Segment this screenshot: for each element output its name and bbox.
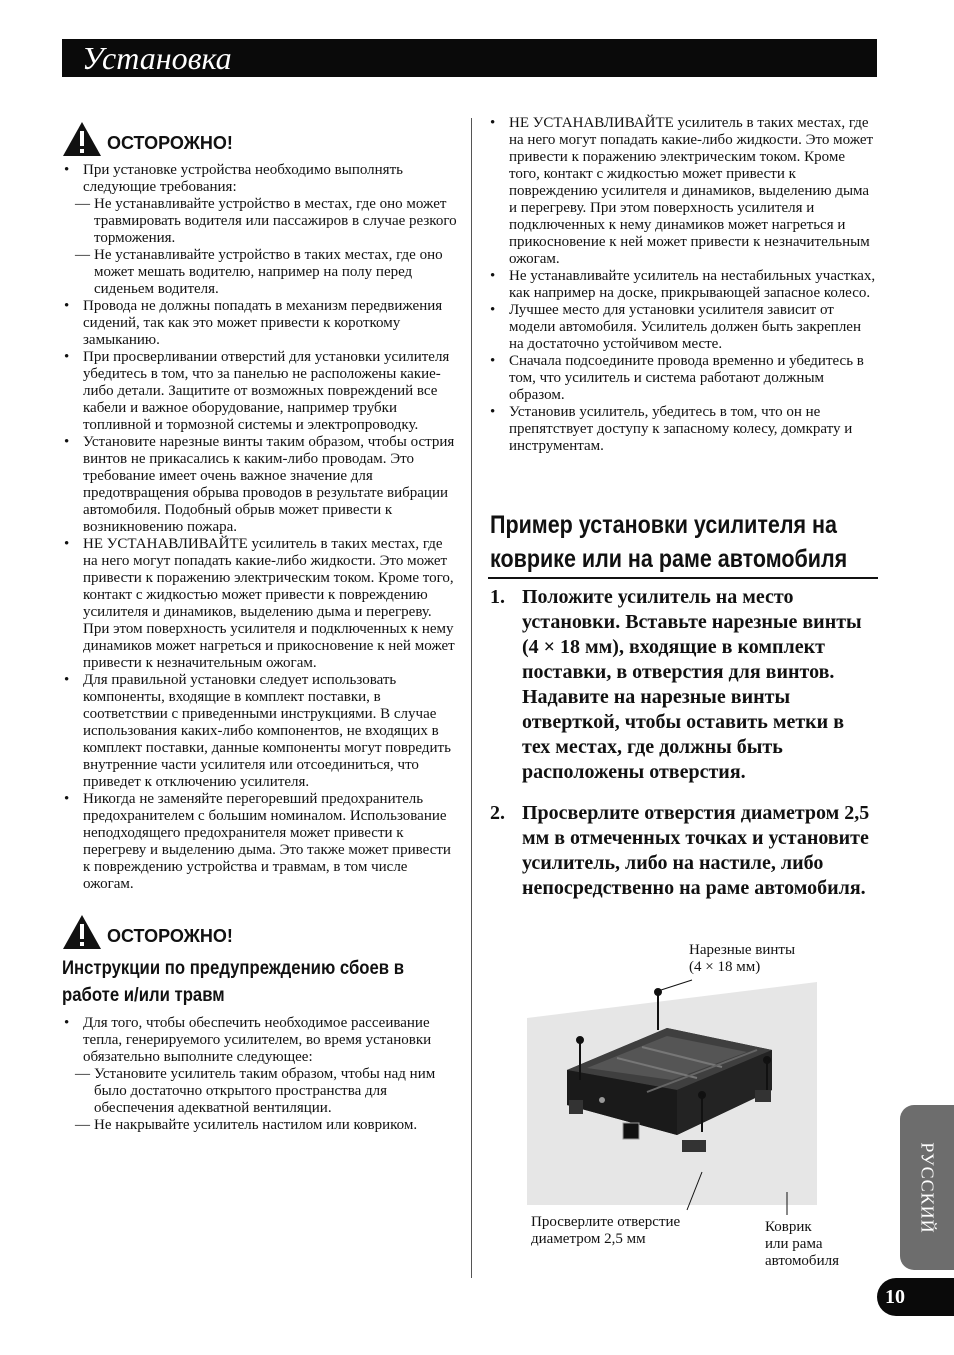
label-screws: Нарезные винты (4 × 18 мм) — [689, 942, 796, 975]
list-item: — Не устанавливайте устройство в местах, где оно может травмировать водителя или пассажиров в случае резкого торможения. — [62, 196, 457, 247]
warning-triangle-icon — [62, 914, 102, 950]
list-item: • Не устанавливайте усилитель на нестабильных участках, как например на доске, прикрывающей запасное колесо. — [488, 268, 878, 302]
list-item: — Не устанавливайте устройство в таких местах, где оно может мешать водителю, например на полу перед сиденьем водителя. — [62, 247, 457, 298]
list-item: • Лучшее место для установки усилителя зависит от модели автомобиля. Усилитель должен быть закреплен на достаточно устойчивом месте. — [488, 302, 878, 353]
caution-label: ОСТОРОЖНО! — [107, 925, 233, 946]
step-text: Просверлите отверстия диаметром 2,5 мм в отмеченных точках и установите усилитель, либо на настиле, либо непосредственно на раме автомобиля. — [522, 802, 870, 899]
list-item: • Установите нарезные винты таким образом, чтобы острия винтов не прикасались к каким-либо проводам. Это требование имеет очень важное значение для предотвращения обрыва проводов в результате вибрации автомобиля. Подобный обрыв может привести к возникновению пожара. — [62, 434, 457, 536]
step-number: 2. — [490, 802, 505, 824]
label-drill: Просверлите отверстие диаметром 2,5 мм — [531, 1214, 681, 1247]
section-rule — [488, 577, 878, 579]
caution-heading-2 — [62, 913, 457, 951]
column-divider — [471, 118, 472, 1278]
label-mat: Коврик или рама автомобиля — [765, 1219, 839, 1269]
sub-list — [62, 196, 457, 298]
list-item: • НЕ УСТАНАВЛИВАЙТЕ усилитель в таких местах, где на него могут попадать какие-либо жидкости. Это может привести к поражению электрическим током. Кроме того, контакт с жидкостью может привести к повреждению усилителя и динамиков, выделению дыма и перегреву. При этом поверхность усилителя и подключенных к нему динамиков может нагреться и прикосновение к ней может привести к незначительным ожогам. — [62, 536, 457, 672]
page-title: Установка — [82, 40, 232, 76]
page-title-bar — [62, 39, 877, 77]
section-title: Пример установки усилителя на коврике или на раме автомобиля — [490, 511, 848, 573]
caution-list-continued — [488, 115, 878, 455]
list-item: • При просверливании отверстий для установки усилителя убедитесь в том, что за панелью не расположены какие-либо детали. Защитите от возможных повреждений все кабели и важное оборудование, например трубки топливной и тормозной системы и электропроводку. — [62, 349, 457, 434]
step-text: Положите усилитель на место установки. Вставьте нарезные винты (4 × 18 мм), входящие в комплект поставки, в отверстия для винтов. Надавите на нарезные винты отверткой, чтобы оставить метки в тех местах, где должны быть расположены отверстия. — [522, 586, 862, 783]
page-number: 10 — [885, 1286, 905, 1308]
list-item: • НЕ УСТАНАВЛИВАЙТЕ усилитель в таких местах, где на него могут попадать какие-либо жидкости. Это может привести к поражению электрическим током. Кроме того, контакт с жидкостью может привести к повреждению усилителя и динамиков, выделению дыма и перегреву. При этом поверхность усилителя и подключенных к нему динамиков может нагреться и прикосновение к ней может привести к незначительным ожогам. — [488, 115, 878, 268]
sub-list — [62, 1066, 457, 1134]
list-item: • Установив усилитель, убедитесь в том, что он не препятствует доступу к запасному колесу, домкрату и инструментам. — [488, 404, 878, 455]
caution-list-2 — [62, 1015, 457, 1134]
step-2 — [490, 801, 875, 901]
amplifier-installation-figure — [527, 940, 877, 1280]
list-item: • Для правильной установки следует использовать компоненты, входящие в комплект поставки, в соответствии с приведенными инструкциями. В случае использования каких-либо компонентов, не входящих в комплект поставки, данные компоненты могут повредить внутренние части усилителя или отсоединиться, что приведет к отключению усилителя. — [62, 672, 457, 791]
list-item: — Не накрывайте усилитель настилом или ковриком. — [62, 1117, 457, 1134]
step-number: 1. — [490, 586, 505, 608]
warning-triangle-icon — [62, 121, 102, 157]
list-item: • Сначала подсоедините провода временно и убедитесь в том, что усилитель и система работают должным образом. — [488, 353, 878, 404]
caution-subheading: Инструкции по предупреждению сбоев в работе и/или травм — [62, 958, 405, 1006]
left-column — [62, 120, 457, 1134]
caution-heading — [62, 120, 457, 158]
list-item: • Провода не должны попадать в механизм передвижения сидений, так как это может привести к короткому замыканию. — [62, 298, 457, 349]
step-1 — [490, 585, 875, 785]
caution-label: ОСТОРОЖНО! — [107, 132, 233, 153]
install-steps — [490, 585, 875, 917]
right-column — [488, 115, 878, 455]
language-label: РУССКИЙ — [917, 1141, 938, 1234]
language-tab — [900, 1105, 954, 1270]
list-item: — Установите усилитель таким образом, чтобы над ним было достаточно открытого пространства для обеспечения адекватной вентиляции. — [62, 1066, 457, 1117]
list-item: • Для того, чтобы обеспечить необходимое рассеивание тепла, генерируемого усилителем, во время установки обязательно выполните следующее: — Установите усилитель таким образом, чтобы над ним было достаточно открытого пространства для обеспечения адекватной вентиляции. — Не накрывайте усилитель настилом или ковриком. — [62, 1015, 457, 1134]
caution-list — [62, 162, 457, 893]
page-number-badge — [877, 1278, 954, 1316]
list-item: • Никогда не заменяйте перегоревший предохранитель предохранителем с большим номиналом. Использование неподходящего предохранителя может привести к перегреву и выделению дыма. Это также может привести к повреждению устройства и травмам, в том числе ожогам. — [62, 791, 457, 893]
list-item: • При установке устройства необходимо выполнять следующие требования: — Не устанавливайте устройство в местах, где оно может травмировать водителя или пассажиров в случае резкого торможения. — Не устанавливайте устройство в таких местах, где оно может мешать водителю, например на полу перед сиденьем водителя. — [62, 162, 457, 298]
